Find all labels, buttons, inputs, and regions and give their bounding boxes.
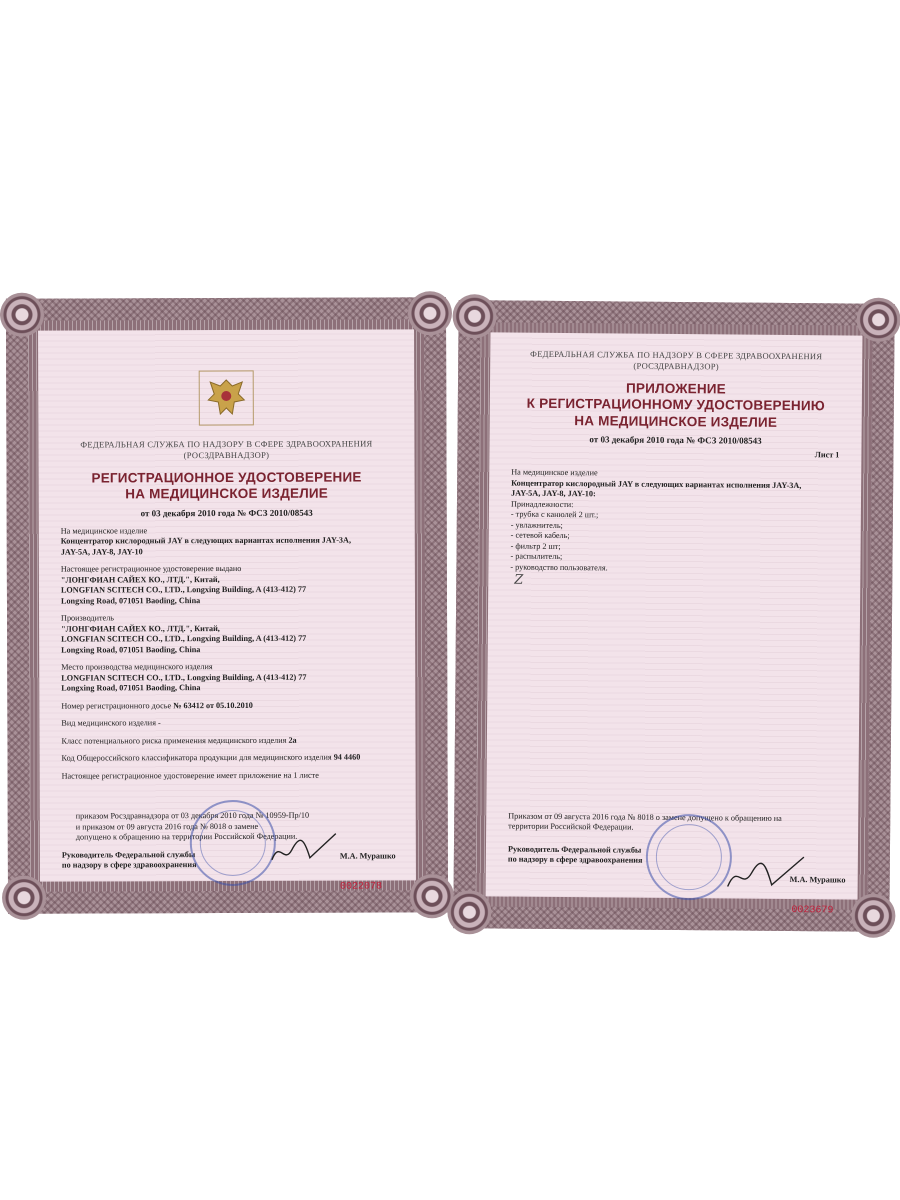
signatory-title: по надзору в сфере здравоохранения — [61, 860, 197, 870]
agency-line: ФЕДЕРАЛЬНАЯ СЛУЖБА ПО НАДЗОРУ В СФЕРЕ ЗДРАВООХРАНЕНИЯ — [80, 438, 373, 450]
kind-label: Вид медицинского изделия — [61, 718, 159, 728]
kind-value: - — [157, 718, 161, 728]
list-item: - распылитель; — [510, 551, 563, 562]
order-line: территории Российской Федерации. — [508, 821, 634, 833]
date-and-number: от 03 декабря 2010 года № ФСЗ 2010/08543 — [589, 434, 762, 446]
title-line: НА МЕДИЦИНСКОЕ ИЗДЕЛИЕ — [125, 486, 329, 502]
list-item: - трубка с канюлей 2 шт.; — [510, 509, 599, 520]
production-place: LONGFIAN SCITECH CO., LTD., Longxing Building, A (413-412) 77 — [61, 672, 307, 683]
corner-rosette-icon — [856, 298, 900, 342]
appendix-paper — [486, 332, 863, 917]
issued-to: Longxing Road, 071051 Baoding, China — [60, 595, 201, 606]
agency-line: ФЕДЕРАЛЬНАЯ СЛУЖБА ПО НАДЗОРУ В СФЕРЕ ЗДРАВООХРАНЕНИЯ — [530, 348, 823, 362]
document-title — [512, 380, 840, 431]
document-title — [61, 470, 393, 504]
code-label: Код Общероссийского классификатора продукции для медицинского изделия — [61, 752, 334, 763]
issued-to: "ЛОНГФИАН САЙЕХ КО., ЛТД.", Китай, — [60, 574, 220, 585]
official-stamp-icon — [190, 800, 276, 886]
issued-to: LONGFIAN SCITECH CO., LTD., Longxing Building, A (413-412) 77 — [60, 584, 307, 595]
signatory-title: Руководитель Федеральной службы — [61, 849, 196, 860]
title-line: НА МЕДИЦИНСКОЕ ИЗДЕЛИЕ — [574, 412, 778, 430]
production-place-label: Место производства медицинского изделия — [61, 662, 213, 672]
dossier-label: Номер регистрационного досье — [61, 700, 174, 711]
certificate-paper — [38, 329, 416, 893]
device-name: JAY-5A, JAY-8, JAY-10: — [511, 488, 596, 499]
device-name: JAY-5A, JAY-8, JAY-10 — [60, 546, 143, 557]
accessories-list — [510, 510, 839, 576]
official-stamp-icon — [646, 814, 733, 901]
certificate-appendix — [453, 300, 894, 932]
corner-rosette-icon — [447, 890, 491, 934]
manufacturer-label: Производитель — [61, 613, 115, 623]
agency-name — [60, 438, 392, 460]
code-value: 94 4460 — [333, 752, 361, 762]
risk-value: 2а — [288, 735, 297, 745]
signatory-title: по надзору в сфере здравоохранения — [507, 854, 643, 866]
order-line: Приказом от 09 августа 2016 года № 8018 о замене допущено к обращению на — [508, 811, 782, 823]
corner-rosette-icon — [408, 291, 452, 335]
device-name: Концентратор кислородный JAY в следующих вариантах исполнения JAY-3A, — [511, 478, 802, 490]
classifier-code — [62, 753, 394, 765]
agency-abbr: (РОСЗДРАВНАДЗОР) — [633, 360, 720, 372]
agency-abbr: (РОСЗДРАВНАДЗОР) — [183, 449, 270, 460]
handwritten-mark: Z — [514, 572, 524, 588]
order-line: и приказом от 09 августа 2016 года № 8018 о замене — [75, 821, 259, 832]
order-line: приказом Росздравнадзора от 03 декабря 2010 года № 10959-Пр/10 — [75, 810, 310, 821]
registration-certificate — [6, 297, 448, 914]
title-line: РЕГИСТРАЦИОННОЕ УДОСТОВЕРЕНИЕ — [91, 469, 362, 486]
list-item: - увлажнитель; — [510, 520, 563, 530]
appendix-note: Настоящее регистрационное удостоверение имеет приложение на 1 листе — [61, 770, 319, 781]
corner-rosette-icon — [851, 894, 895, 938]
serial-number: 0023679 — [791, 905, 834, 917]
issued-label: Настоящее регистрационное удостоверение выдано — [60, 564, 242, 574]
sheet-number: Лист 1 — [814, 450, 840, 460]
date-and-number: от 03 декабря 2010 года № ФСЗ 2010/08543 — [140, 507, 313, 518]
list-item: - руководство пользователя. — [510, 562, 608, 573]
production-place: Longxing Road, 071051 Baoding, China — [61, 683, 201, 693]
signatory-title: Руководитель Федеральной службы — [507, 844, 642, 855]
risk-label: Класс потенциального риска применения медицинского изделия — [61, 735, 289, 746]
list-item: - фильтр 2 шт; — [510, 541, 561, 551]
agency-name — [512, 349, 840, 373]
title-line: ПРИЛОЖЕНИЕ — [625, 380, 726, 397]
corner-rosette-icon — [2, 876, 46, 920]
manufacturer: Longxing Road, 071051 Baoding, China — [61, 644, 201, 655]
manufacturer: LONGFIAN SCITECH CO., LTD., Longxing Building, A (413-412) 77 — [61, 633, 307, 644]
device-label: На медицинское изделие — [60, 525, 148, 536]
serial-number: 0022078 — [339, 881, 383, 893]
dossier-value: № 63412 от 05.10.2010 — [173, 700, 253, 710]
list-item: - сетевой кабель; — [510, 530, 570, 541]
title-line: К РЕГИСТРАЦИОННОМУ УДОСТОВЕРЕНИЮ — [526, 396, 826, 414]
manufacturer: "ЛОНГФИАН САЙЕХ КО., ЛТД.", Китай, — [61, 623, 220, 634]
signer-name: М.А. Мурашко — [339, 851, 396, 861]
accessories-label: Принадлежности: — [510, 499, 574, 509]
signer-name: М.А. Мурашко — [789, 875, 846, 885]
device-name: Концентратор кислородный JAY в следующих вариантах исполнения JAY-3A, — [60, 535, 352, 546]
order-line: допущено к обращению на территории Российской Федерации. — [75, 831, 298, 842]
signature-icon — [270, 830, 340, 870]
device-label: На медицинское изделие — [511, 467, 598, 478]
